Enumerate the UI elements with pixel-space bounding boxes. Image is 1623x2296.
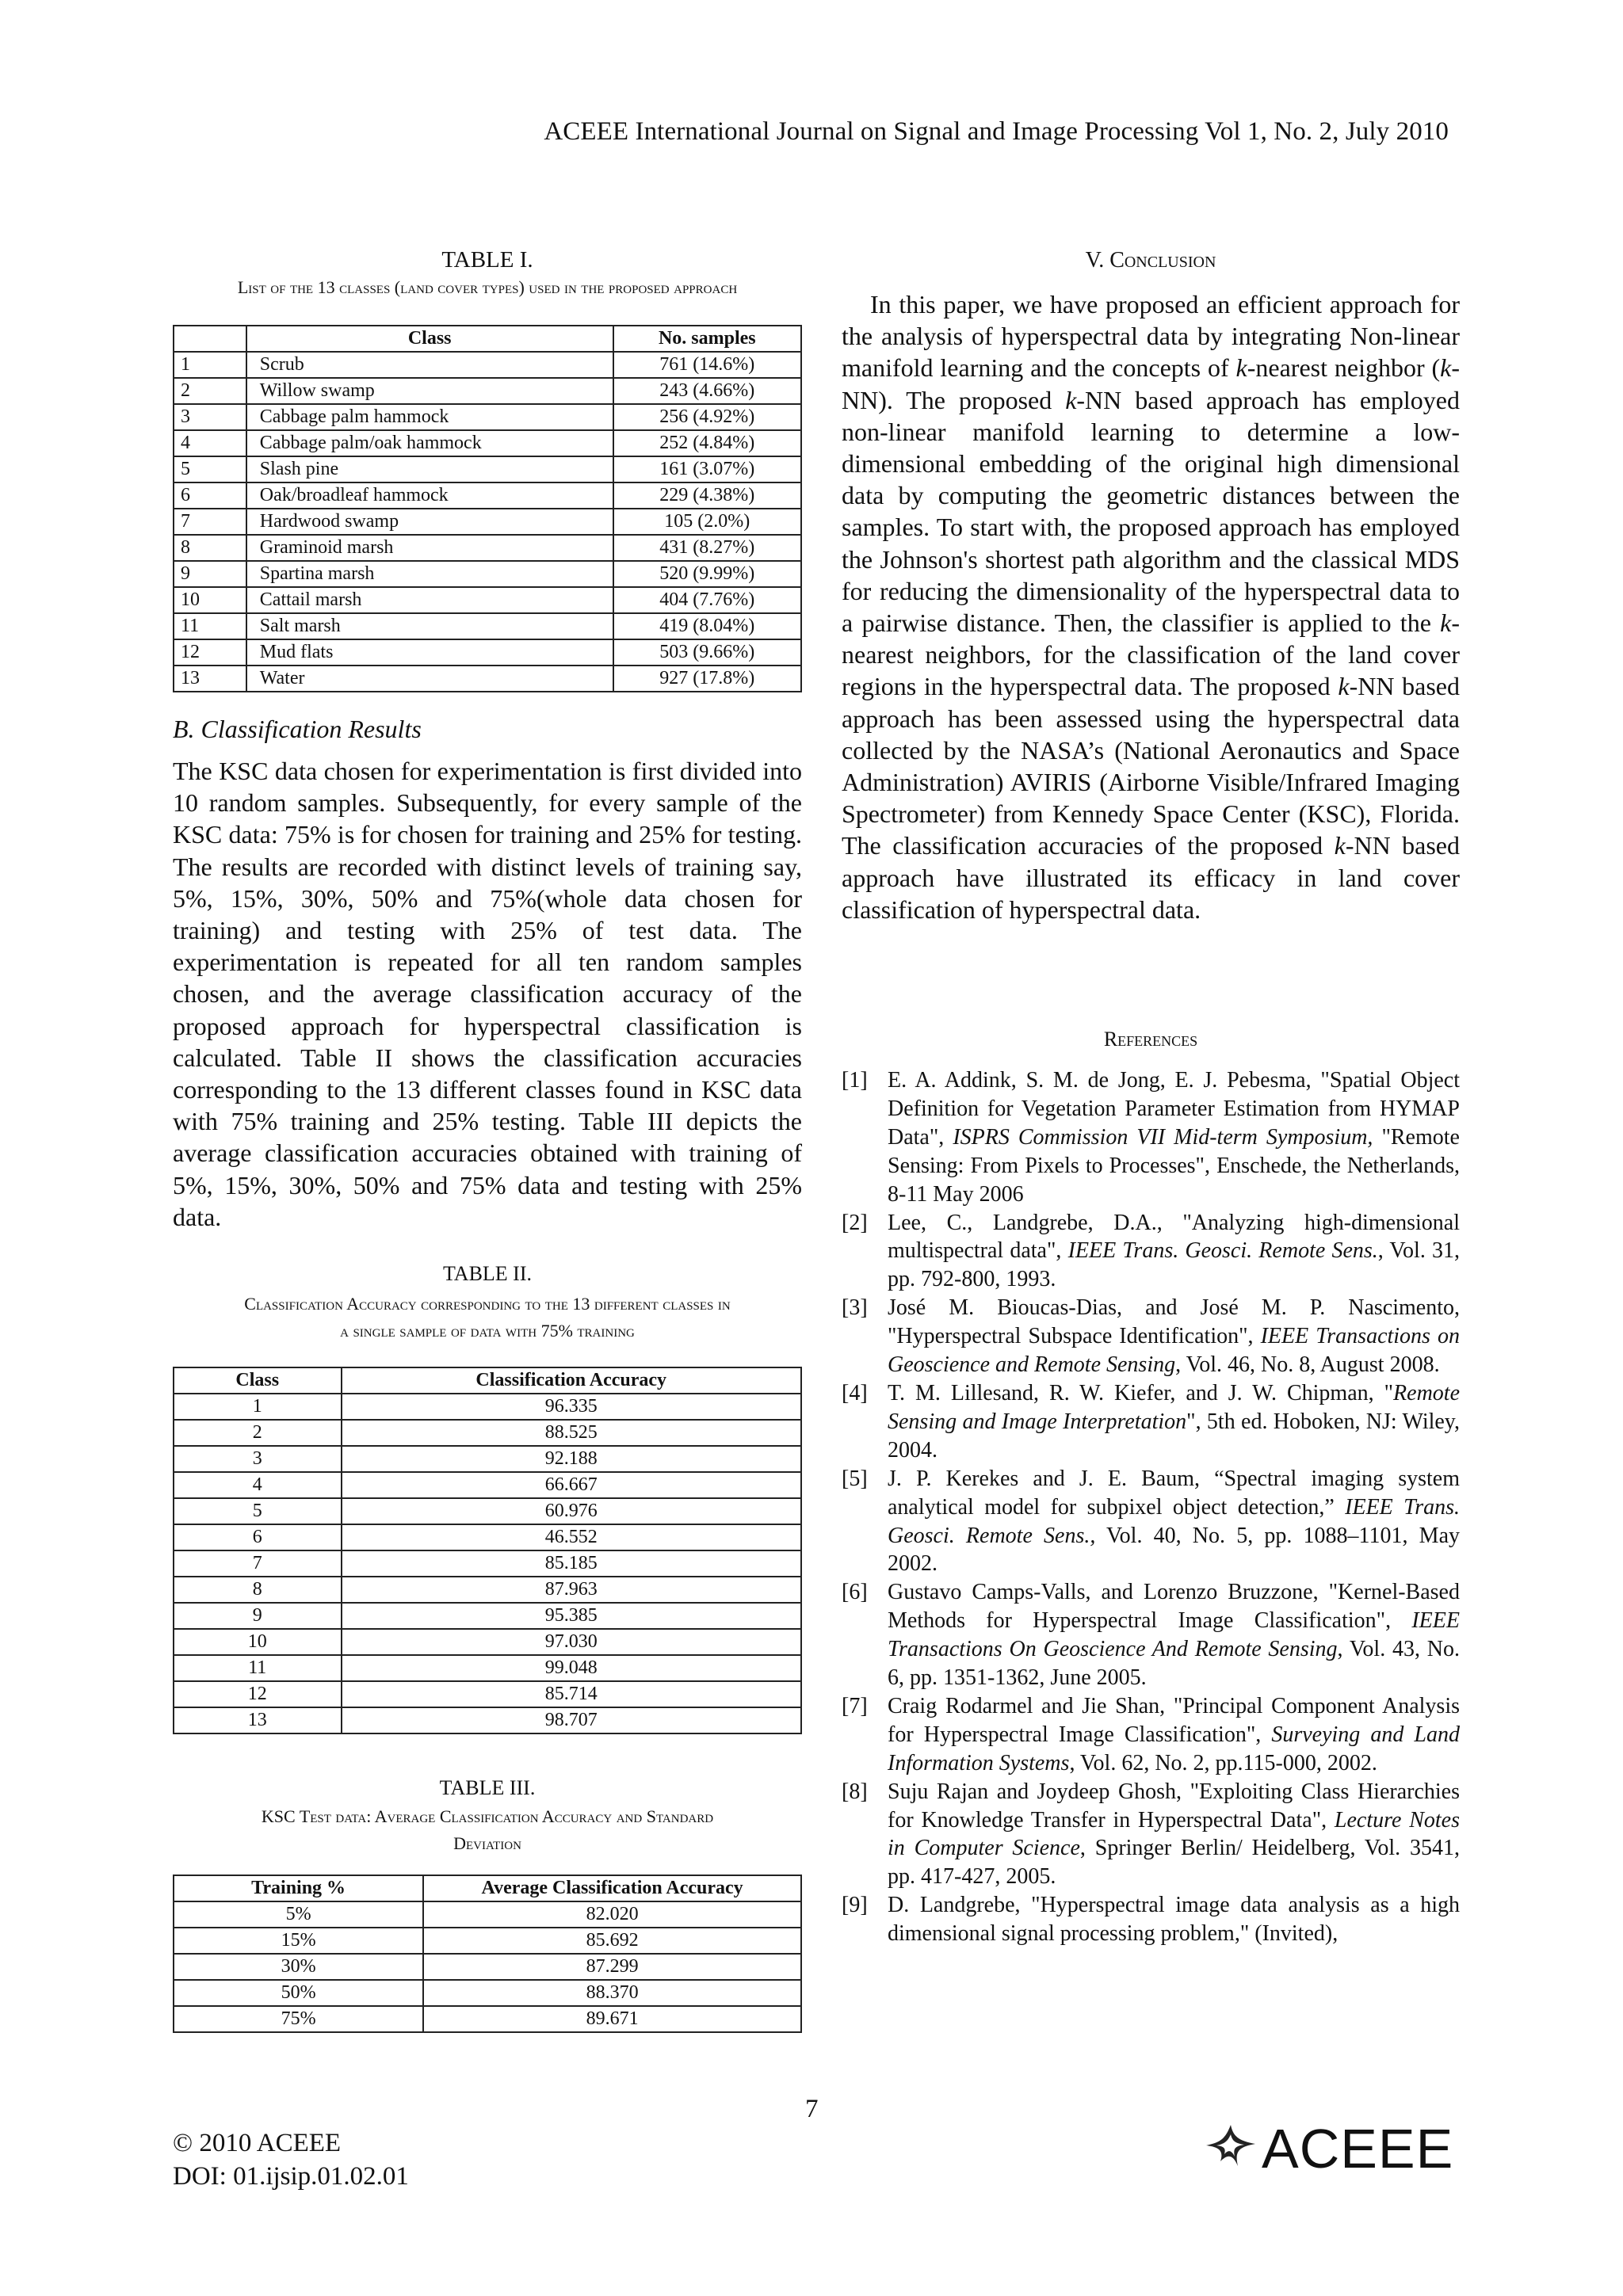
table2-row [174,1707,801,1733]
reference-item [842,1066,1460,1209]
table3-cell: 5% [174,1901,423,1928]
table1 [173,325,802,692]
aceee-star-icon [1203,2122,1258,2169]
table3-caption-line1: KSC Test data: Average Classification Accuracy and Standard [261,1806,714,1826]
table1-cell: 8 [174,535,246,561]
table3-cell: 50% [174,1980,423,2006]
reference-number: [8] [842,1779,868,1804]
footer-copyright-block [173,2126,409,2193]
table3-body [174,1901,801,2032]
table1-cell: 10 [174,587,246,613]
table3-cell: 87.299 [423,1954,801,1980]
reference-item [842,1465,1460,1579]
table2 [173,1367,802,1734]
table1-cell: 11 [174,613,246,639]
table1-row [174,430,801,456]
table3 [173,1875,802,2033]
reference-number: [1] [842,1068,868,1093]
reference-text: , Vol. 46, No. 8, August 2008. [1175,1352,1440,1378]
table3-cell: 88.370 [423,1980,801,2006]
table1-body [174,352,801,692]
table2-cell: 7 [174,1550,342,1577]
table2-header-cell: Classification Accuracy [342,1367,802,1394]
table2-row [174,1603,801,1629]
reference-text: IEEE Transactions On Geoscience And Remote Sensing [888,1608,1460,1662]
table3-row [174,2006,801,2032]
reference-text: Lecture Notes in Computer Science [888,1807,1460,1861]
table2-cell: 97.030 [342,1629,802,1655]
reference-text: E. A. Addink, S. M. de Jong, E. J. Pebesma, "Spatial Object Definition for Vegetation Parameter Estimation from HYMAP Data", [888,1068,1460,1150]
reference-item [842,1209,1460,1295]
table2-cell: 8 [174,1577,342,1603]
table1-header-row [174,326,801,352]
table1-cell: 419 (8.04%) [613,613,801,639]
table1-cell: Willow swamp [246,378,613,404]
table3-title: TABLE III. [439,1776,536,1799]
table2-cell: 96.335 [342,1394,802,1420]
table2-cell: 1 [174,1394,342,1420]
table1-cell: Salt marsh [246,613,613,639]
table1-cell: 12 [174,639,246,666]
reference-text: J. P. Kerekes and J. E. Baum, “Spectral imaging system analytical model for subpixel object detection,” [888,1466,1460,1520]
table1-cell: 431 (8.27%) [613,535,801,561]
table3-cell: 82.020 [423,1901,801,1928]
table3-caption-line2: Deviation [453,1833,521,1853]
table3-cell: 75% [174,2006,423,2032]
table1-row [174,666,801,692]
reference-text: Remote Sensing and Image Interpretation [888,1380,1460,1434]
reference-text: Gustavo Camps-Valls, and Lorenzo Bruzzone, "Kernel-Based Methods for Hyperspectral Image Classification", [888,1580,1460,1634]
reference-text: Suju Rajan and Joydeep Ghosh, "Exploiting Class Hierarchies for Knowledge Transfer in Hyperspectral Data", [888,1779,1460,1833]
table1-row [174,613,801,639]
table1-cell: 520 (9.99%) [613,561,801,587]
table1-cell: 2 [174,378,246,404]
table2-cell: 12 [174,1681,342,1707]
reference-text: "Remote Sensing: From Pixels to Processes", Enschede, the Netherlands, 8-11 May 2006 [888,1124,1460,1207]
table1-cell: Hardwood swamp [246,509,613,535]
table3-row [174,1901,801,1928]
table1-row [174,639,801,666]
table2-cell: 98.707 [342,1707,802,1733]
table1-cell: 256 (4.92%) [613,404,801,430]
table1-row [174,378,801,404]
reference-text: D. Landgrebe, "Hyperspectral image data analysis as a high dimensional signal processing problem," (Invited), [888,1893,1460,1947]
table2-cell: 99.048 [342,1655,802,1681]
table2-row [174,1681,801,1707]
copyright-text: © 2010 ACEEE [173,2129,342,2157]
logo-text: ACEEE [1262,2118,1454,2180]
table2-cell: 87.963 [342,1577,802,1603]
table2-row [174,1498,801,1524]
reference-text: Lee, C., Landgrebe, D.A., "Analyzing high-dimensional multispectral data", [888,1210,1460,1264]
table3-cell: 30% [174,1954,423,1980]
table2-header-row [174,1367,801,1394]
classification-results-paragraph: The KSC data chosen for experimentation is first divided into 10 random samples. Subsequently, for every sample of the KSC data: 75% is for chosen for training and 25% for testing. The results are recorded with distinct levels of training say, 5%, 15%, 30%, 50% and 75%(whole data chosen for training) and testing with 25% of test data. The experimentation is repeated for all ten random samples chosen, and the average classification accuracy of the proposed approach for hyperspectral classification is calculated. Table II shows the classification accuracies corresponding to the 13 different classes found in KSC data with 75% training and 25% testing. Table III depicts the average classification accuracies obtained with training of 5%, 15%, 30%, 50% and 75% data and testing with 25% data. [173,757,802,1231]
table1-cell: 3 [174,404,246,430]
table3-row [174,1928,801,1954]
table1-cell: Scrub [246,352,613,378]
table2-cell: 46.552 [342,1524,802,1550]
reference-text: Vol. 40, No. 5, pp. 1088–1101, May 2002. [888,1523,1460,1577]
table1-cell: 9 [174,561,246,587]
references-heading: References [1103,1028,1198,1051]
table1-cell: 229 (4.38%) [613,482,801,509]
reference-list [842,1066,1460,1948]
table1-row [174,561,801,587]
page-number: 7 [805,2095,819,2123]
reference-text: IEEE Trans. Geosci. Remote Sens., [888,1494,1460,1548]
table2-row [174,1524,801,1550]
reference-text: IEEE Trans. Geosci. Remote Sens. [1067,1238,1378,1264]
table2-cell: 3 [174,1446,342,1472]
table2-row [174,1629,801,1655]
table2-cell: 92.188 [342,1446,802,1472]
reference-text: ", 5th ed. Hoboken, NJ: Wiley, 2004. [888,1409,1460,1463]
reference-text: Craig Rodarmel and Jie Shan, "Principal Component Analysis for Hyperspectral Image Classification", [888,1693,1460,1747]
table2-cell: 85.714 [342,1681,802,1707]
reference-item [842,1891,1460,1948]
table2-row [174,1394,801,1420]
table1-cell: 6 [174,482,246,509]
doi-text: DOI: 01.ijsip.01.02.01 [173,2162,409,2191]
table2-cell: 95.385 [342,1603,802,1629]
reference-item [842,1578,1460,1692]
reference-text: , Vol. 31, pp. 792-800, 1993. [888,1238,1460,1292]
table1-cell: Oak/broadleaf hammock [246,482,613,509]
table1-row [174,535,801,561]
table1-cell: Graminoid marsh [246,535,613,561]
table1-row [174,404,801,430]
table2-cell: 9 [174,1603,342,1629]
table2-cell: 2 [174,1420,342,1446]
conclusion-heading: V. Conclusion [1085,248,1216,273]
table1-cell: Cabbage palm hammock [246,404,613,430]
table1-cell: 1 [174,352,246,378]
running-head: ACEEE International Journal on Signal and Image Processing Vol 1, No. 2, July 2010 [544,117,1449,146]
table1-cell: 927 (17.8%) [613,666,801,692]
table2-cell: 66.667 [342,1472,802,1498]
table1-cell: Cabbage palm/oak hammock [246,430,613,456]
table3-row [174,1980,801,2006]
reference-item [842,1778,1460,1892]
table2-cell: 11 [174,1655,342,1681]
reference-text: José M. Bioucas-Dias, and José M. P. Nascimento, "Hyperspectral Subspace Identification", [888,1295,1460,1349]
table1-cell: 161 (3.07%) [613,456,801,482]
table2-cell: 88.525 [342,1420,802,1446]
table3-header-cell: Training % [174,1875,423,1901]
table1-row [174,352,801,378]
reference-number: [5] [842,1466,868,1491]
table2-row [174,1655,801,1681]
aceee-logo [1203,2114,1454,2180]
table1-title: TABLE I. [441,247,533,273]
reference-item [842,1379,1460,1465]
reference-text: , Springer Berlin/ Heidelberg, Vol. 3541, pp. 417-427, 2005. [888,1836,1460,1890]
table1-cell: 503 (9.66%) [613,639,801,666]
table1-cell: Spartina marsh [246,561,613,587]
conclusion-paragraph: In this paper, we have proposed an efficient approach for the analysis of hyperspectral data by integrating Non-linear manifold learning and the concepts of k-nearest neighbor (k-NN). The proposed k-NN based approach has employed non-linear manifold learning to determine a low-dimensional embedding of the original high dimensional data by computing the geometric distances between the samples. To start with, the proposed approach has employed the Johnson's shortest path algorithm and the classical MDS for reducing the dimensionality of the hyperspectral data to a pairwise distance. Then, the classifier is applied to the k-nearest neighbors, for the classification of the land cover regions in the hyperspectral data. The proposed k-NN based approach has been assessed using the hyperspectral data collected by the NASA’s (National Aeronautics and Space Administration) AVIRIS (Airborne Visible/Infrared Imaging Spectrometer) from Kennedy Space Center (KSC), Florida. The classification accuracies of the proposed k-NN based approach have illustrated its efficacy in land cover classification of hyperspectral data. [842,290,1461,924]
table1-row [174,587,801,613]
table1-cell: 4 [174,430,246,456]
table2-cell: 6 [174,1524,342,1550]
table2-row [174,1446,801,1472]
table2-cell: 13 [174,1707,342,1733]
reference-number: [2] [842,1210,868,1235]
table1-cell: 13 [174,666,246,692]
table1-cell: 761 (14.6%) [613,352,801,378]
table2-cell: 5 [174,1498,342,1524]
reference-text: , Vol. 43, No. 6, pp. 1351-1362, June 2005. [888,1637,1461,1691]
table1-row [174,482,801,509]
table2-caption-line2: a single sample of data with 75% training [340,1321,635,1341]
reference-number: [3] [842,1295,868,1321]
reference-text: Surveying and Land Information Systems [888,1722,1460,1775]
table1-cell: Cattail marsh [246,587,613,613]
table2-row [174,1472,801,1498]
reference-text: ISPRS Commission VII Mid-term Symposium, [953,1124,1373,1150]
reference-text: T. M. Lillesand, R. W. Kiefer, and J. W. Chipman, " [888,1380,1394,1405]
table2-cell: 10 [174,1629,342,1655]
table2-title: TABLE II. [443,1262,532,1285]
reference-text: IEEE Transactions on Geoscience and Remote Sensing [888,1324,1460,1378]
table1-cell: 252 (4.84%) [613,430,801,456]
table1-cell: 7 [174,509,246,535]
reference-item [842,1692,1460,1778]
table3-header-row [174,1875,801,1901]
table3-cell: 85.692 [423,1928,801,1954]
table2-caption-line1: Classification Accuracy corresponding to the 13 different classes in [244,1294,731,1314]
table3-cell: 15% [174,1928,423,1954]
table2-row [174,1550,801,1577]
table1-cell: 243 (4.66%) [613,378,801,404]
table1-cell: Slash pine [246,456,613,482]
table2-cell: 60.976 [342,1498,802,1524]
table1-cell: 404 (7.76%) [613,587,801,613]
table1-row [174,456,801,482]
table3-row [174,1954,801,1980]
table1-cell: 5 [174,456,246,482]
subsection-heading: B. Classification Results [173,715,422,743]
table1-cell: Water [246,666,613,692]
table3-header-cell: Average Classification Accuracy [423,1875,801,1901]
table2-body [174,1394,801,1733]
table1-header-cell [174,326,246,352]
table1-header-cell: No. samples [613,326,801,352]
reference-item [842,1294,1460,1379]
reference-number: [4] [842,1380,868,1405]
table2-row [174,1577,801,1603]
reference-text: , Vol. 62, No. 2, pp.115-000, 2002. [1069,1750,1377,1775]
table1-cell: Mud flats [246,639,613,666]
table1-cell: 105 (2.0%) [613,509,801,535]
table2-cell: 85.185 [342,1550,802,1577]
table2-row [174,1420,801,1446]
table2-header-cell: Class [174,1367,342,1394]
table1-caption: List of the 13 classes (land cover types) used in the proposed approach [237,277,738,297]
table2-cell: 4 [174,1472,342,1498]
table3-cell: 89.671 [423,2006,801,2032]
reference-number: [7] [842,1693,868,1718]
table1-row [174,509,801,535]
table1-header-cell: Class [246,326,613,352]
reference-number: [9] [842,1893,868,1918]
reference-number: [6] [842,1580,868,1605]
